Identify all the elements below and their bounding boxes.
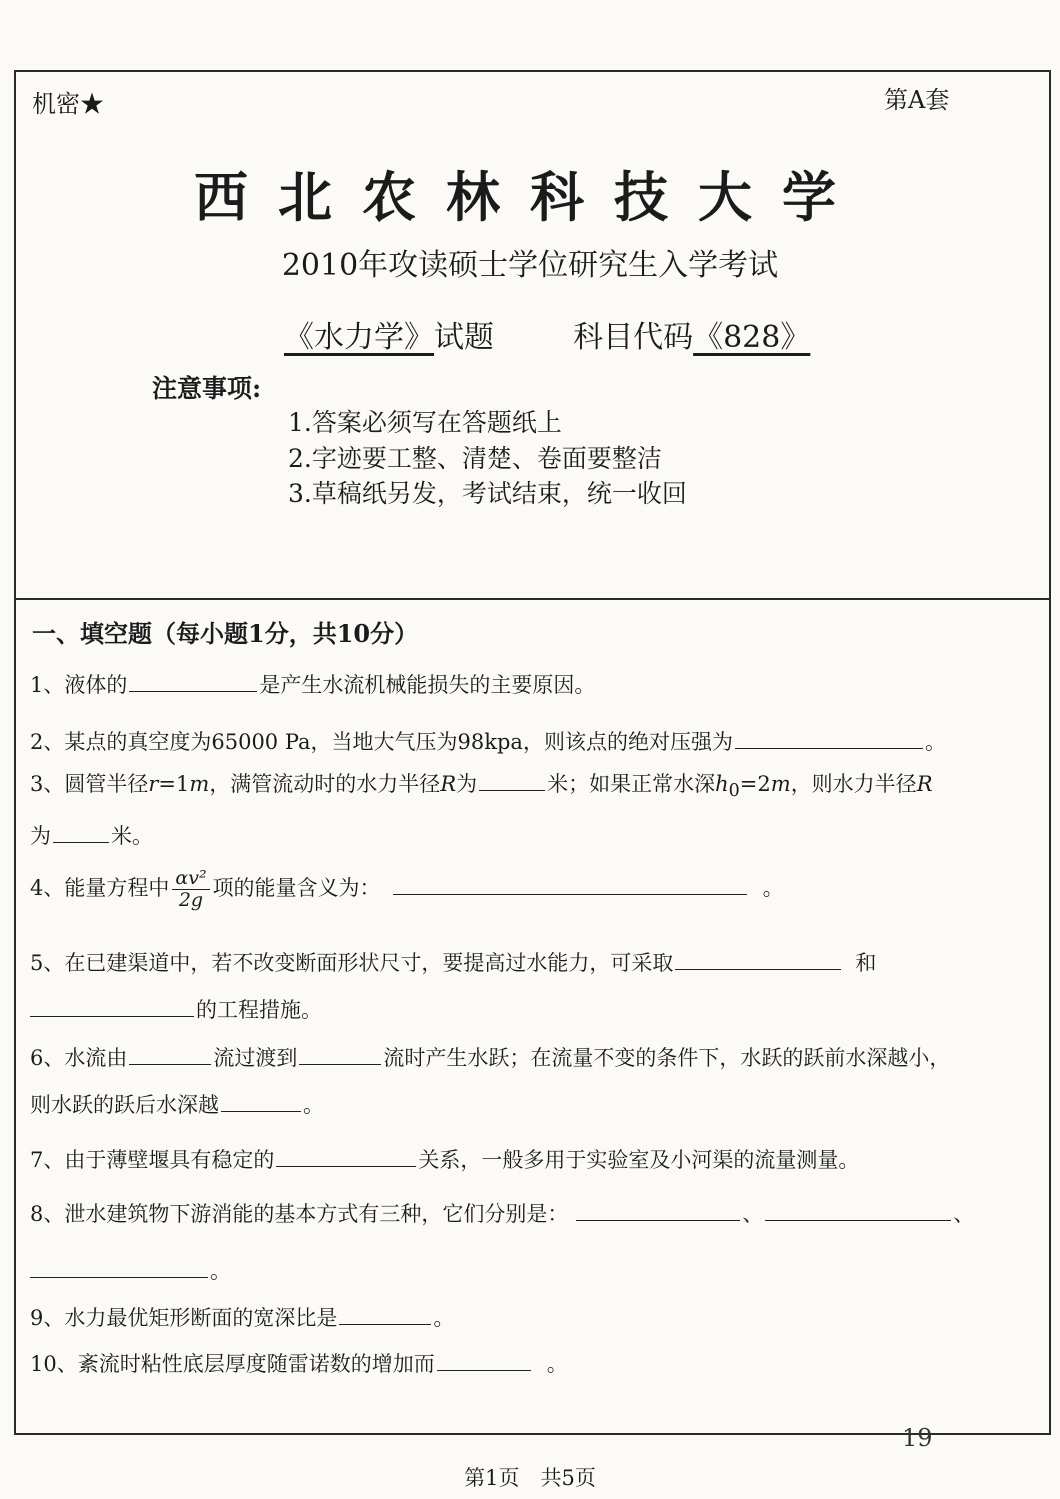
answer-blank[interactable] [765, 1198, 951, 1221]
subject-code: 《828》 [693, 320, 811, 355]
paper-set: 第A套 [884, 86, 950, 114]
subject-line [284, 312, 810, 356]
answer-blank[interactable] [393, 872, 747, 895]
answer-blank[interactable] [576, 1198, 740, 1221]
answer-blank[interactable] [276, 1144, 416, 1167]
answer-blank[interactable] [675, 947, 841, 970]
question-10: 10、紊流时粘性底层厚度随雷诺数的增加而 。 [30, 1348, 568, 1378]
answer-blank[interactable] [735, 726, 923, 749]
answer-blank[interactable] [339, 1302, 431, 1325]
question-3: 3、圆管半径r=1m，满管流动时的水力半径R为 米；如果正常水深$h_0=2m$，则水力半径R [30, 768, 933, 801]
question-6-cont: 则水跃的跃后水深越 。 [30, 1089, 324, 1119]
question-8: 8、泄水建筑物下游消能的基本方式有三种，它们分别是： 、 、 [30, 1198, 974, 1228]
answer-blank[interactable] [30, 994, 194, 1017]
subject-suffix: 试题 [434, 320, 494, 355]
answer-blank[interactable] [53, 820, 109, 843]
answer-blank[interactable] [437, 1348, 531, 1371]
answer-blank[interactable] [129, 1042, 211, 1065]
code-label: 科目代码 [573, 320, 694, 355]
notice-item: 3.草稿纸另发，考试结束，统一收回 [288, 479, 687, 508]
question-5: 5、在已建渠道中，若不改变断面形状尺寸，要提高过水能力，可采取 和 [30, 947, 876, 977]
confidential-mark: 机密★ [32, 90, 104, 118]
answer-blank[interactable] [221, 1089, 301, 1112]
university-name: 西北农林科技大学 [194, 165, 866, 229]
question-1: 1、液体的 是产生水流机械能损失的主要原因。 [30, 669, 595, 699]
answer-blank[interactable] [30, 1255, 208, 1278]
question-6: 6、水流由 流过渡到 流时产生水跃；在流量不变的条件下，水跃的跃前水深越小， [30, 1042, 950, 1072]
page-footer: 第1页 共5页 [464, 1466, 596, 1490]
answer-blank[interactable] [299, 1042, 381, 1065]
handwritten-page-number: 19 [902, 1424, 933, 1452]
answer-blank[interactable] [129, 669, 257, 692]
notice-item: 2.字迹要工整、清楚、卷面要整洁 [288, 444, 662, 473]
notice-heading: 注意事项: [152, 374, 262, 403]
subject-name: 《水力学》 [284, 320, 434, 355]
exam-title: 2010年攻读硕士学位研究生入学考试 [281, 248, 779, 283]
answer-blank[interactable] [479, 768, 545, 791]
question-3-cont: 为 米。 [30, 820, 153, 850]
question-5-cont: 的工程措施。 [30, 994, 322, 1024]
section-divider [14, 598, 1051, 600]
question-9: 9、水力最优矩形断面的宽深比是 。 [30, 1302, 454, 1332]
section-heading: 一、填空题（每小题1分，共10分） [32, 619, 419, 648]
kinetic-energy-fraction: $\frac{\text{αv²}}{2g}$ [172, 868, 209, 911]
question-7: 7、由于薄壁堰具有稳定的 关系，一般多用于实验室及小河渠的流量测量。 [30, 1144, 859, 1174]
question-2: 2、某点的真空度为65000 Pa，当地大气压为98kpa，则该点的绝对压强为 。 [30, 726, 946, 756]
question-8-cont: 。 [30, 1255, 231, 1285]
question-4: 4、能量方程中 $\frac{\text{αv²}}{2g}$ 项的能量含义为： 。 [30, 867, 784, 911]
notice-item: 1.答案必须写在答题纸上 [288, 408, 562, 437]
